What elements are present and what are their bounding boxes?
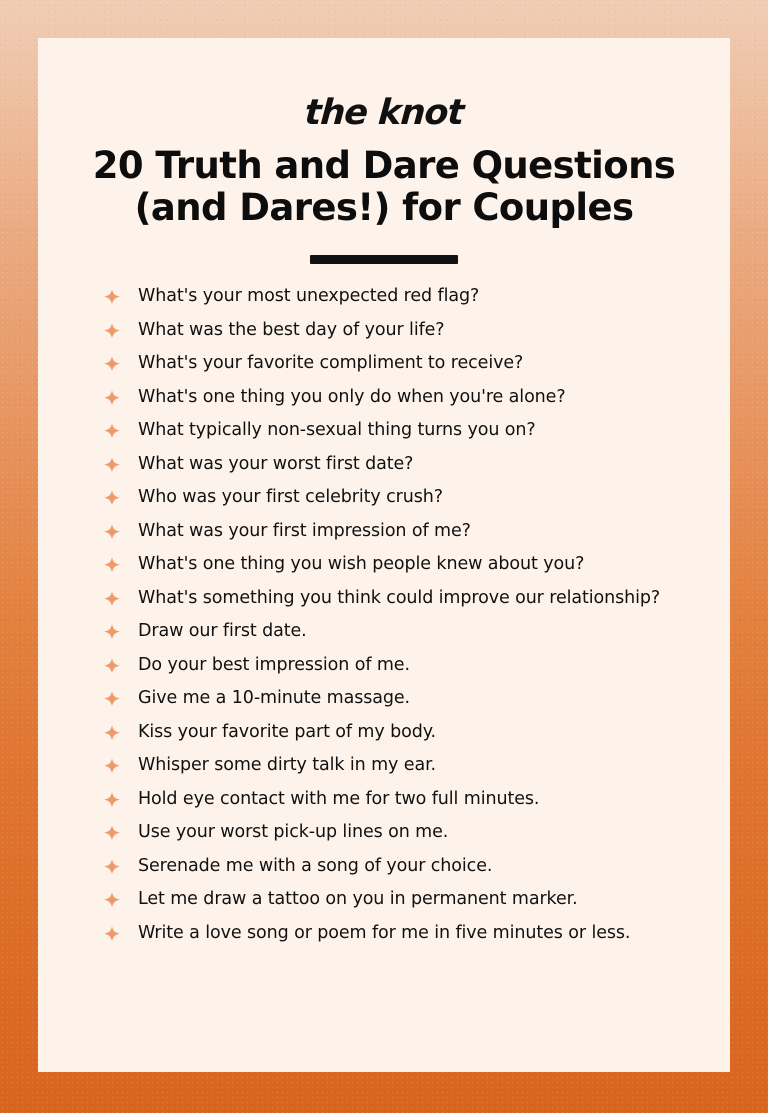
star-icon bbox=[102, 590, 122, 610]
list-item-text: Give me a 10-minute massage. bbox=[138, 688, 411, 709]
star-icon bbox=[102, 891, 122, 911]
star-icon bbox=[102, 523, 122, 543]
list-item bbox=[102, 588, 684, 610]
page-title-line-1: 20 Truth and Dare Questions bbox=[92, 144, 676, 187]
brand-logo-the-knot: the knot bbox=[303, 93, 465, 133]
list-item bbox=[102, 722, 684, 744]
list-item bbox=[102, 923, 684, 945]
list-item bbox=[102, 353, 684, 375]
star-icon bbox=[102, 456, 122, 476]
list-item bbox=[102, 454, 684, 476]
star-icon bbox=[102, 556, 122, 576]
star-icon bbox=[102, 925, 122, 945]
list-item-text: What's something you think could improve our relationship? bbox=[138, 587, 661, 608]
questions-list bbox=[80, 286, 688, 945]
star-icon bbox=[102, 389, 122, 409]
list-item-text: What's your favorite compliment to receive? bbox=[138, 353, 524, 374]
list-item-text: Who was your first celebrity crush? bbox=[138, 487, 443, 508]
list-item bbox=[102, 688, 684, 710]
star-icon bbox=[102, 422, 122, 442]
list-item-text: Kiss your favorite part of my body. bbox=[138, 721, 436, 742]
page-title bbox=[88, 145, 680, 229]
list-item-text: What typically non-sexual thing turns you on? bbox=[138, 420, 536, 441]
star-icon bbox=[102, 858, 122, 878]
list-item-text: Let me draw a tattoo on you in permanent marker. bbox=[138, 889, 578, 910]
list-item bbox=[102, 420, 684, 442]
star-icon bbox=[102, 757, 122, 777]
content-card bbox=[38, 38, 730, 1072]
page-title-line-2: (and Dares!) for Couples bbox=[134, 186, 634, 230]
list-item-text: Do your best impression of me. bbox=[138, 654, 410, 675]
list-item bbox=[102, 554, 684, 576]
list-item-text: Write a love song or poem for me in five minutes or less. bbox=[138, 922, 631, 943]
list-item-text: Use your worst pick-up lines on me. bbox=[138, 822, 449, 843]
list-item-text: What's one thing you only do when you're alone? bbox=[138, 386, 566, 407]
list-item-text: What's one thing you wish people knew about you? bbox=[138, 554, 585, 575]
list-item bbox=[102, 487, 684, 509]
list-item-text: Hold eye contact with me for two full minutes. bbox=[138, 788, 540, 809]
star-icon bbox=[102, 623, 122, 643]
list-item bbox=[102, 789, 684, 811]
list-item bbox=[102, 755, 684, 777]
list-item bbox=[102, 655, 684, 677]
list-item bbox=[102, 822, 684, 844]
star-icon bbox=[102, 724, 122, 744]
list-item bbox=[102, 856, 684, 878]
list-item bbox=[102, 286, 684, 308]
list-item-text: What was your first impression of me? bbox=[138, 520, 471, 541]
star-icon bbox=[102, 791, 122, 811]
star-icon bbox=[102, 690, 122, 710]
star-icon bbox=[102, 355, 122, 375]
list-item-text: Serenade me with a song of your choice. bbox=[138, 855, 493, 876]
list-item-text: What's your most unexpected red flag? bbox=[138, 286, 480, 307]
list-item bbox=[102, 889, 684, 911]
star-icon bbox=[102, 489, 122, 509]
star-icon bbox=[102, 288, 122, 308]
list-item bbox=[102, 387, 684, 409]
list-item-text: What was the best day of your life? bbox=[138, 319, 445, 340]
star-icon bbox=[102, 657, 122, 677]
list-item-text: What was your worst first date? bbox=[138, 453, 414, 474]
star-icon bbox=[102, 322, 122, 342]
list-item-text: Draw our first date. bbox=[138, 621, 307, 642]
list-item bbox=[102, 320, 684, 342]
list-item bbox=[102, 521, 684, 543]
list-item-text: Whisper some dirty talk in my ear. bbox=[138, 755, 437, 776]
divider-bar bbox=[310, 255, 458, 264]
divider bbox=[80, 255, 688, 264]
star-icon bbox=[102, 824, 122, 844]
list-item bbox=[102, 621, 684, 643]
